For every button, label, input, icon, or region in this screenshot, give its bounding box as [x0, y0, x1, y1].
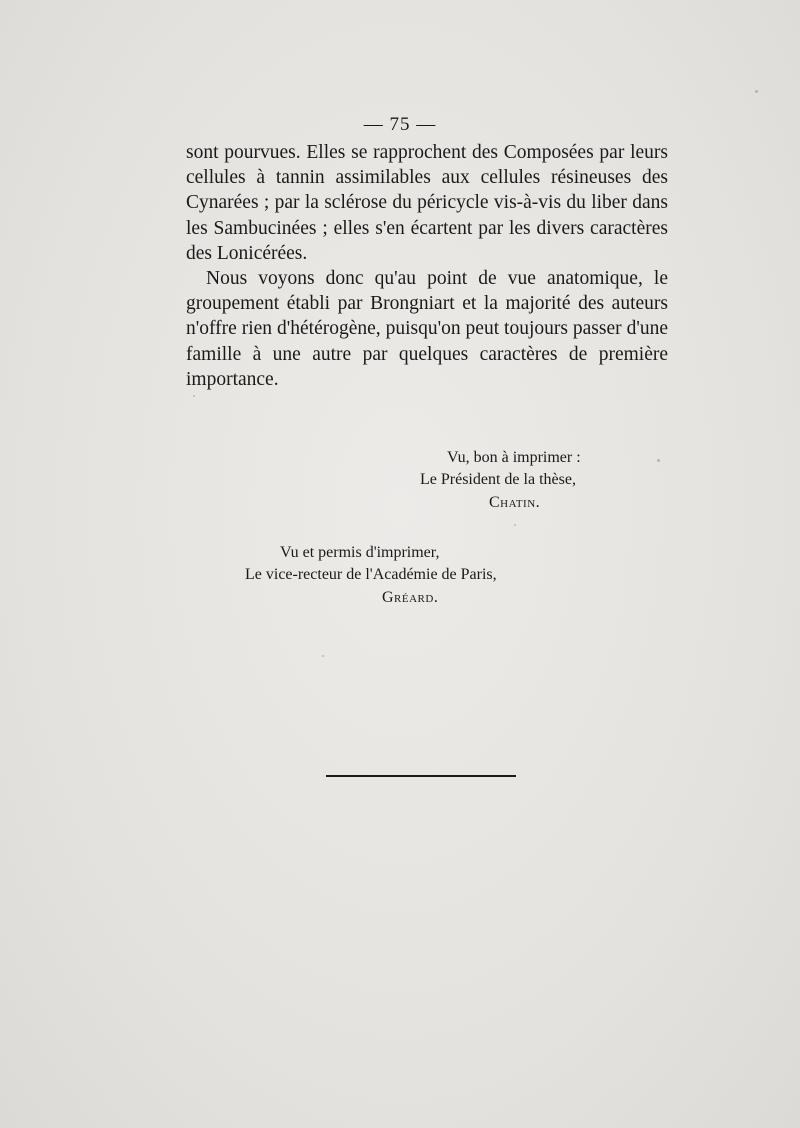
paper-speck	[322, 655, 324, 657]
approval-rector-line-1: Vu et permis d'imprimer,	[280, 544, 440, 561]
approval-president-line-1: Vu, bon à imprimer :	[447, 449, 581, 466]
approval-rector-line-2: Le vice-recteur de l'Académie de Paris,	[245, 566, 497, 583]
body-text	[186, 140, 668, 392]
page-number: — 75 —	[363, 114, 437, 135]
paper-speck	[755, 90, 758, 93]
paper-speck	[193, 395, 195, 397]
paragraph-1: sont pourvues. Elles se rapprochent des Composées par leurs cellules à tannin assimilables aux cellules résineuses des Cynarées ; par la sclérose du péricycle vis-à-vis du liber dans les Sambucinées ; elles s'en écartent par les divers caractères des Lonicérées.	[186, 142, 668, 264]
paper-speck	[657, 459, 660, 462]
approval-president-line-2: Le Président de la thèse,	[420, 471, 576, 488]
end-rule	[326, 775, 516, 777]
paper-speck	[514, 524, 516, 526]
paragraph-2: Nous voyons donc qu'au point de vue anatomique, le groupement établi par Brongniart et la majorité des auteurs n'offre rien d'hétérogène, puisqu'on peut toujours passer d'une famille à une autre par quelques caractères de première importance.	[186, 268, 668, 390]
approval-rector-signature: Gréard.	[382, 589, 439, 606]
approval-president-signature: Chatin.	[489, 494, 541, 511]
